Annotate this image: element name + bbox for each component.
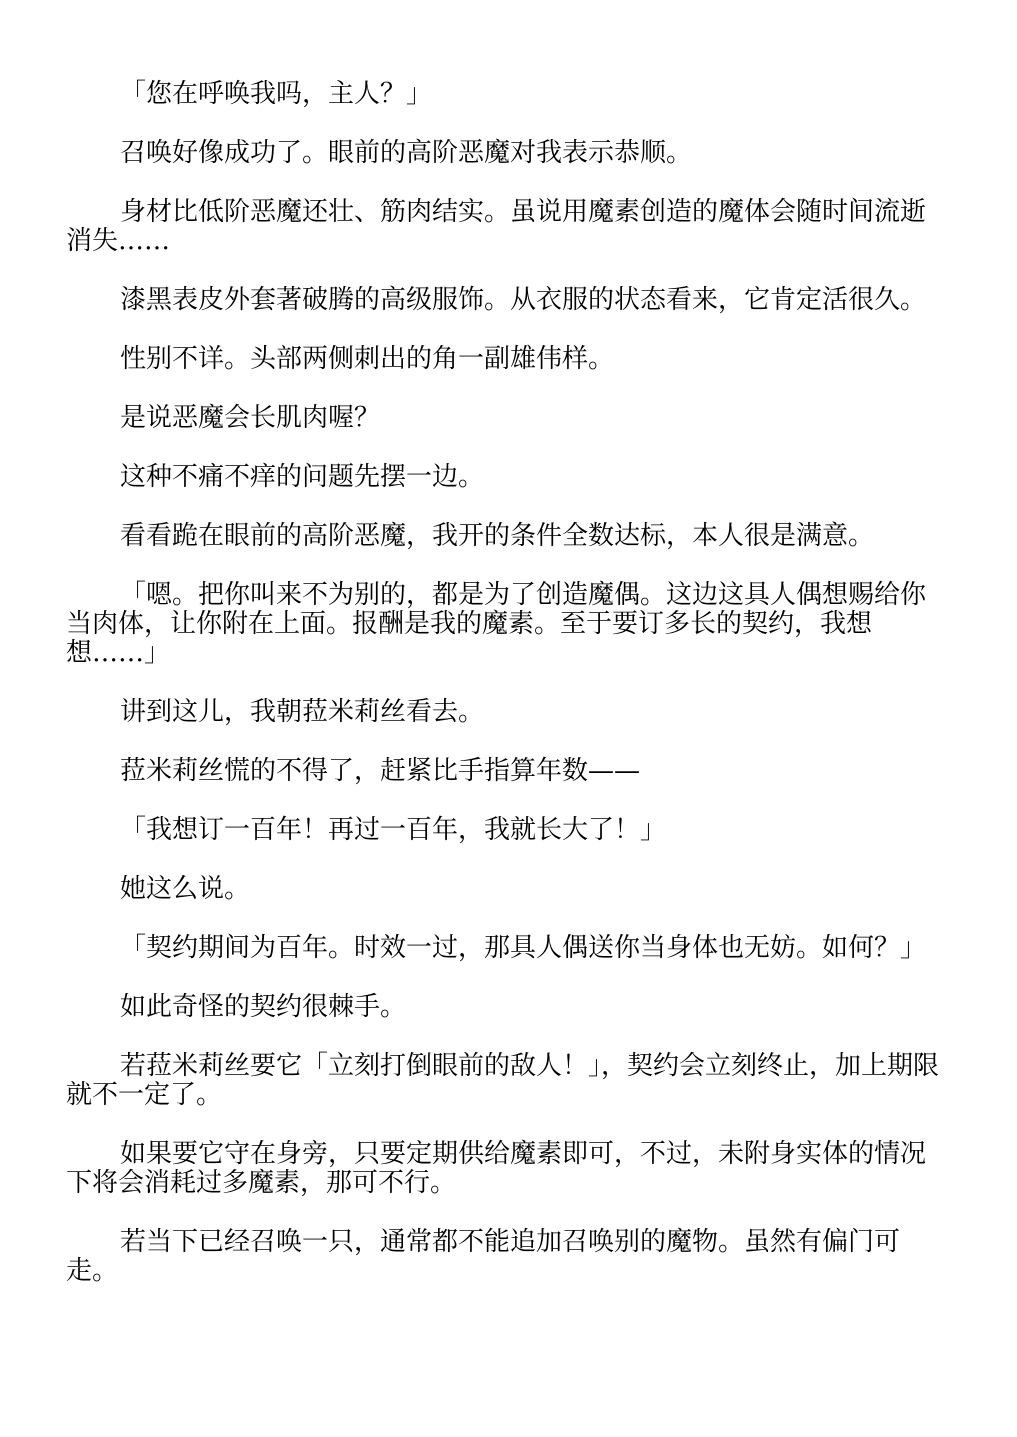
paragraph: 漆黑表皮外套著破腾的高级服饰。从衣服的状态看来，它肯定活很久。 (120, 285, 927, 315)
paragraph: 若当下已经召唤一只，通常都不能追加召唤别的魔物。虽然有偏门可走。 (66, 1227, 901, 1286)
paragraph: 召唤好像成功了。眼前的高阶恶魔对我表示恭顺。 (120, 138, 693, 168)
paragraph: 菈米莉丝慌的不得了，赶紧比手指算年数—— (120, 756, 641, 786)
paragraph: 「契约期间为百年。时效一过，那具人偶送你当身体也无妨。如何？」 (120, 933, 927, 963)
paragraph: 如此奇怪的契约很棘手。 (120, 992, 407, 1022)
paragraph: 如果要它守在身旁，只要定期供给魔素即可，不过，未附身实体的情况下将会消耗过多魔素，那可不行。 (66, 1139, 927, 1198)
paragraph: 看看跪在眼前的高阶恶魔，我开的条件全数达标，本人很是满意。 (120, 521, 875, 551)
paragraph: 这种不痛不痒的问题先摆一边。 (120, 462, 485, 492)
paragraph: 「我想订一百年！再过一百年，我就长大了！」 (120, 815, 667, 845)
paragraph: 讲到这儿，我朝菈米莉丝看去。 (120, 697, 485, 727)
paragraph: 「嗯。把你叫来不为别的，都是为了创造魔偶。这边这具人偶想赐给你当肉体，让你附在上面。报酬是我的魔素。至于要订多长的契约，我想想……」 (66, 580, 927, 668)
paragraph: 若菈米莉丝要它「立刻打倒眼前的敌人！」，契约会立刻终止，加上期限就不一定了。 (66, 1051, 940, 1110)
paragraph: 她这么说。 (120, 874, 251, 904)
paragraph: 是说恶魔会长肌肉喔？ (120, 403, 381, 433)
paragraph: 「您在呼唤我吗，主人？」 (120, 79, 433, 109)
paragraph: 性别不详。头部两侧刺出的角一副雄伟样。 (120, 344, 615, 374)
text-body (66, 80, 946, 1316)
paragraph: 身材比低阶恶魔还壮、筋肉结实。虽说用魔素创造的魔体会随时间流逝消失…… (66, 197, 927, 256)
